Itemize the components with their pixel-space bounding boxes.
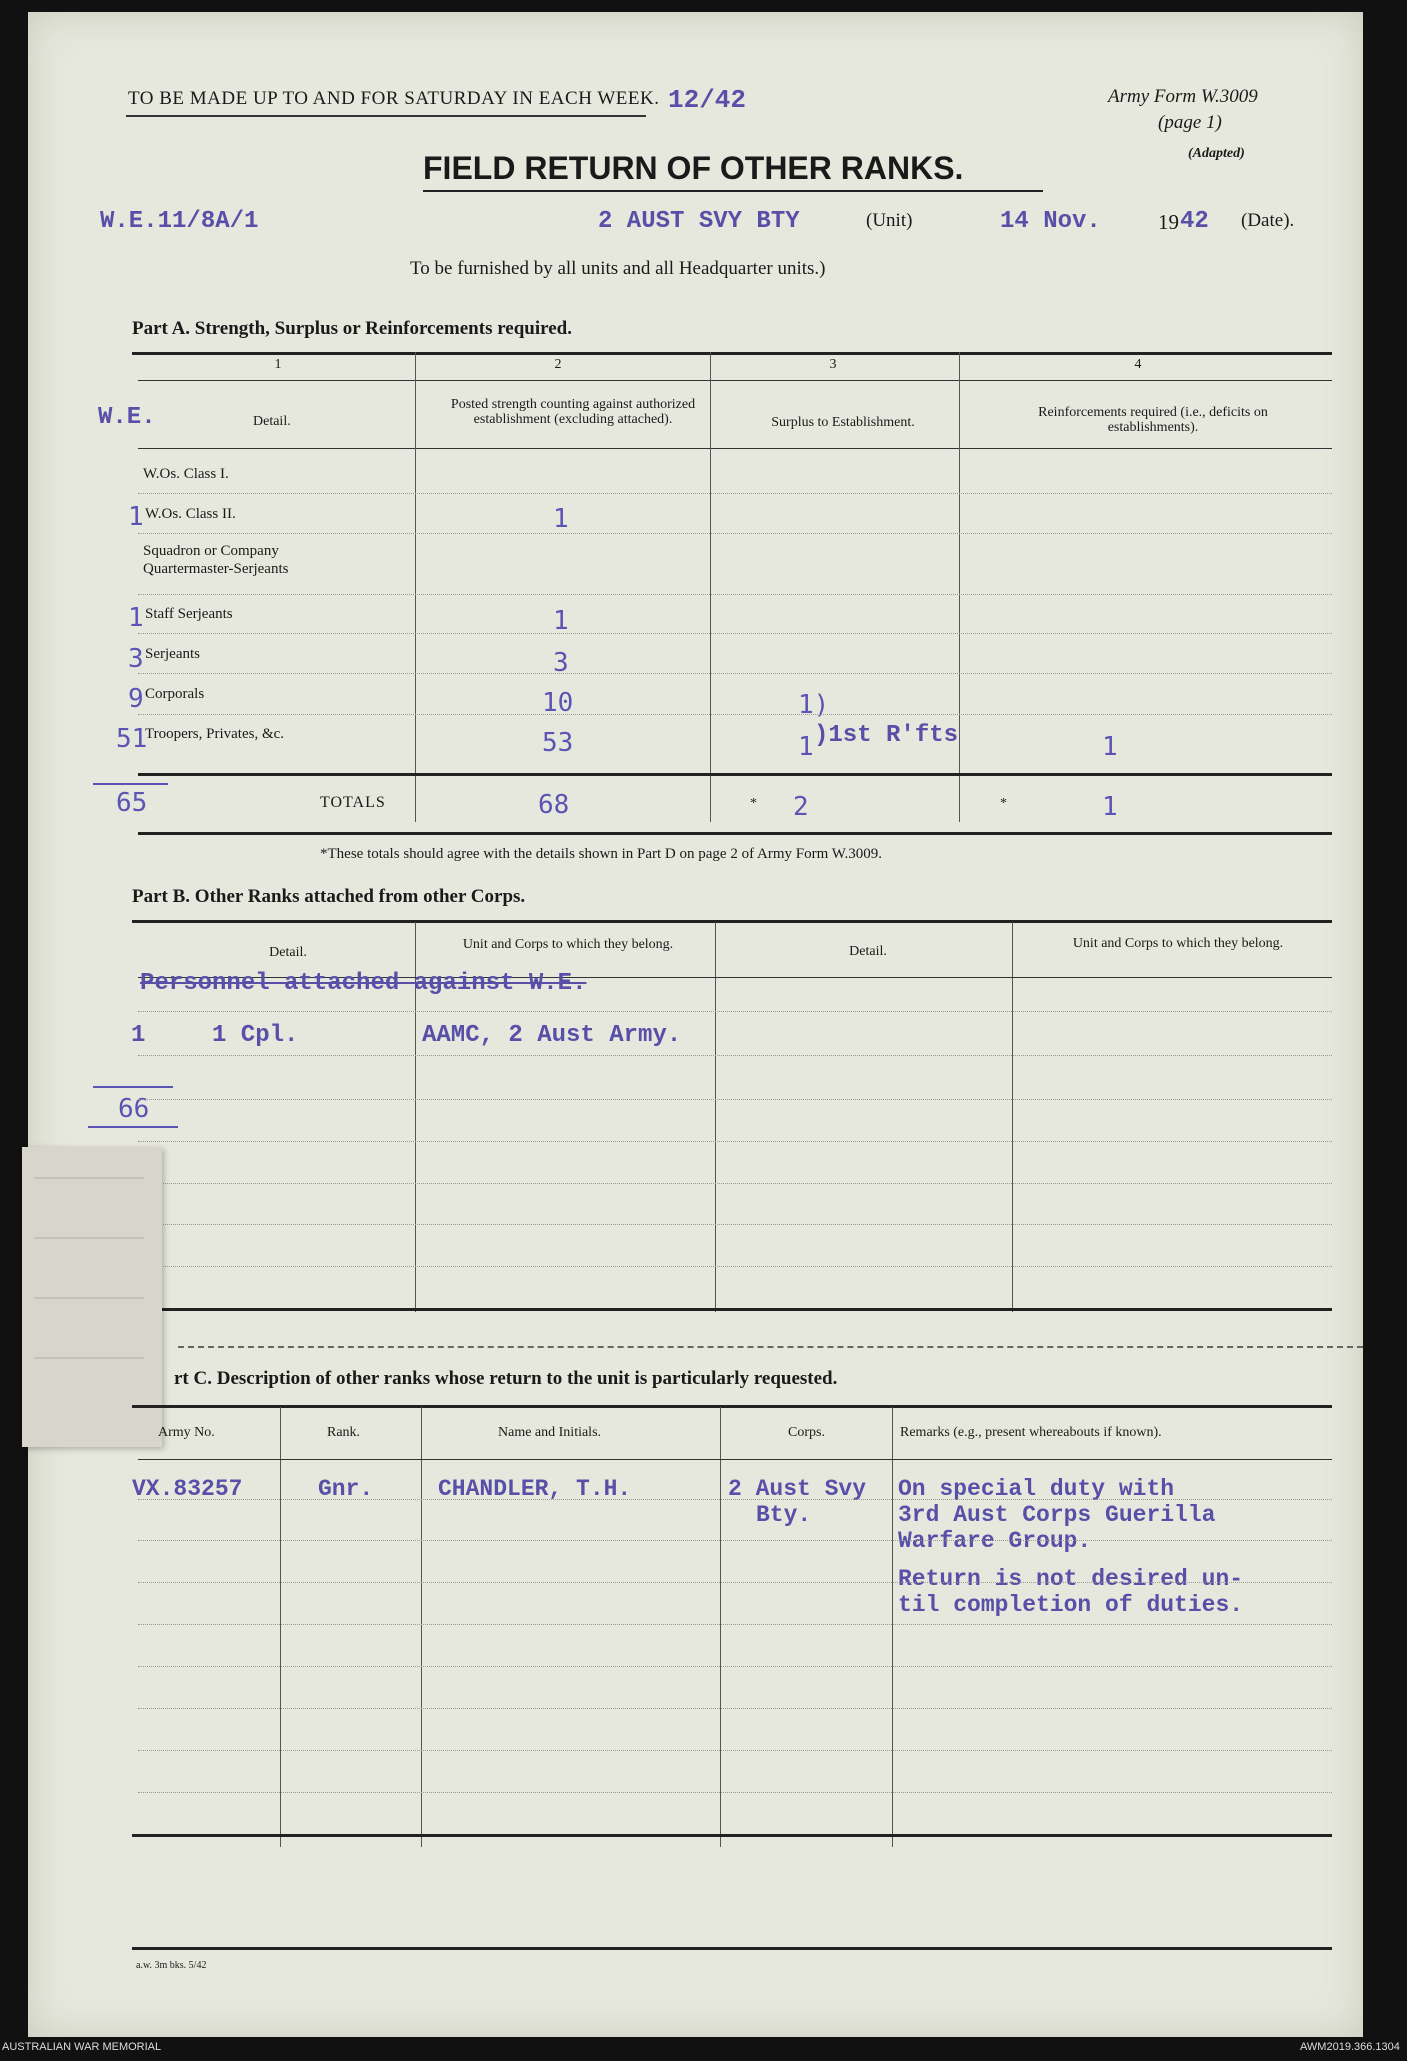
row-label: Corporals: [145, 686, 205, 702]
form-sheet: [28, 12, 1363, 2037]
part-c-vline-1: [280, 1407, 281, 1847]
part-b-vline-2: [715, 922, 716, 1312]
instruction-text: TO BE MADE UP TO AND FOR SATURDAY IN EACH WEEK.: [128, 88, 660, 109]
grand-total-overline: [93, 1086, 173, 1088]
entry-remarks-line-5: til completion of duties.: [898, 1592, 1244, 1618]
attached-paper-slip: [22, 1147, 162, 1447]
part-c-bottom-rule: [132, 1834, 1332, 1837]
we-total: 65: [116, 788, 148, 818]
form-bottom-rule: [132, 1947, 1332, 1950]
grand-total-underline: [88, 1126, 178, 1128]
col-number-rule: [138, 380, 1332, 381]
row-reinf-value: 1: [1102, 732, 1118, 762]
row-rule: [138, 493, 1332, 494]
part-c-top-rule: [132, 1405, 1332, 1408]
part-a-top-rule: [132, 352, 1332, 355]
part-b-row-rule: [138, 1099, 1332, 1100]
part-c-vline-3: [720, 1407, 721, 1847]
posted-header: Posted strength counting against authorized establishment (excluding attached).: [450, 397, 696, 427]
rank-header: Rank.: [327, 1425, 361, 1440]
row-surplus-value: 1): [798, 690, 830, 720]
part-a-vline-3: [959, 352, 960, 822]
part-b-detail-header: Detail.: [269, 945, 307, 960]
entry-remarks-line-1: On special duty with: [898, 1476, 1175, 1502]
part-c-row-rule: [138, 1708, 1332, 1709]
part-c-row-rule: [138, 1792, 1332, 1793]
entry-remarks-line-3: Warfare Group.: [898, 1528, 1092, 1554]
row-posted-value: 1: [553, 504, 569, 534]
archive-footer-left: AUSTRALIAN WAR MEMORIAL: [2, 2041, 162, 2053]
row-label: W.Os. Class II.: [145, 506, 236, 522]
we-reference: W.E.11/8A/1: [100, 208, 259, 235]
posted-total: 68: [538, 790, 570, 820]
row-posted-value: 53: [542, 728, 574, 758]
part-a-vline-2: [710, 352, 711, 822]
part-b-row-rule: [138, 1224, 1332, 1225]
part-b-row-rule: [138, 1141, 1332, 1142]
part-b-row-rule: [138, 1011, 1332, 1012]
part-b-top-rule: [132, 920, 1332, 923]
part-a-bottom-rule: [138, 832, 1332, 835]
return-number: 12/42: [668, 85, 747, 115]
surplus-total: 2: [793, 792, 809, 822]
entry-remarks-line-2: 3rd Aust Corps Guerilla: [898, 1502, 1216, 1528]
col-number-3: 3: [829, 357, 837, 372]
part-c-vline-2: [421, 1407, 422, 1847]
surplus-note: )1st R'fts: [814, 722, 959, 749]
part-b-unit-header-2: Unit and Corps to which they belong.: [1072, 936, 1284, 951]
row-posted-value: 10: [542, 688, 574, 718]
row-label: Troopers, Privates, &c.: [145, 726, 285, 742]
part-b-bottom-rule: [132, 1308, 1332, 1311]
row-we-value: 1: [128, 502, 144, 532]
attached-count: 1: [131, 1022, 146, 1049]
col-number-2: 2: [554, 357, 562, 372]
part-b-heading: Part B. Other Ranks attached from other Corps.: [132, 886, 526, 907]
date-value: 14 Nov.: [1000, 208, 1101, 235]
entry-remarks-line-4: Return is not desired un-: [898, 1566, 1244, 1592]
totals-footnote: *These totals should agree with the details shown in Part D on page 2 of Army Form W.3009.: [320, 846, 883, 862]
we-sum-underline: [93, 783, 168, 785]
year-value: 42: [1180, 208, 1209, 235]
part-c-row-rule: [138, 1750, 1332, 1751]
entry-corps-line-2: Bty.: [756, 1502, 812, 1528]
row-we-value: 1: [128, 603, 144, 633]
part-a-heading: Part A. Strength, Surplus or Reinforcements required.: [132, 318, 572, 339]
part-b-vline-3: [1012, 922, 1013, 1312]
part-b-detail-header-2: Detail.: [849, 944, 887, 959]
part-b-row-rule: [138, 1055, 1332, 1056]
row-rule: [138, 594, 1332, 595]
detail-header: Detail.: [253, 414, 291, 429]
part-c-row-rule: [138, 1499, 1332, 1500]
row-label: W.Os. Class I.: [143, 466, 229, 482]
printer-imprint: a.w. 3m bks. 5/42: [136, 1960, 207, 1971]
reinf-total-star: *: [1000, 796, 1007, 811]
row-label: Serjeants: [145, 646, 200, 662]
date-label: (Date).: [1241, 210, 1295, 231]
part-c-header-rule: [138, 1459, 1332, 1460]
entry-rank: Gnr.: [318, 1476, 374, 1502]
we-column-label: W.E.: [98, 404, 156, 431]
entry-corps-line-1: 2 Aust Svy: [728, 1476, 867, 1502]
page-number: (page 1): [1158, 112, 1222, 133]
totals-label: TOTALS: [320, 794, 386, 811]
part-c-heading: rt C. Description of other ranks whose return to the unit is particularly requested.: [174, 1368, 838, 1389]
surplus-total-star: *: [750, 796, 757, 811]
row-we-value: 51: [116, 724, 148, 754]
adapted-note: (Adapted): [1188, 146, 1245, 161]
form-title: FIELD RETURN OF OTHER RANKS.: [423, 150, 964, 186]
row-posted-value: 1: [553, 606, 569, 636]
struck-attached-line: Personnel attached against W.E.: [140, 970, 587, 997]
furnish-note: To be furnished by all units and all Headquarter units.): [410, 258, 826, 279]
part-c-row-rule: [138, 1582, 1332, 1583]
part-c-row-rule: [138, 1624, 1332, 1625]
col-number-4: 4: [1134, 357, 1142, 372]
unit-value: 2 AUST SVY BTY: [598, 208, 800, 235]
year-prefix: 19: [1158, 210, 1179, 234]
entry-name: CHANDLER, T.H.: [438, 1476, 632, 1502]
part-c-vline-4: [892, 1407, 893, 1847]
instruction-underline: [126, 115, 646, 117]
col-number-1: 1: [274, 357, 282, 372]
attached-detail: 1 Cpl.: [212, 1022, 299, 1049]
row-label: Staff Serjeants: [145, 606, 233, 622]
row-rule: [138, 714, 1332, 715]
row-rule: [138, 533, 1332, 534]
part-c-row-rule: [138, 1540, 1332, 1541]
archive-footer-right: AWM2019.366.1304: [1300, 2041, 1400, 2053]
part-a-vline-1: [415, 352, 416, 822]
row-we-value: 9: [128, 684, 144, 714]
title-underline: [423, 190, 1043, 192]
row-we-value: 3: [128, 644, 144, 674]
grand-total: 66: [118, 1094, 150, 1124]
reinf-total: 1: [1102, 792, 1118, 822]
attached-unit: AAMC, 2 Aust Army.: [422, 1022, 682, 1049]
part-b-row-rule: [138, 1183, 1332, 1184]
row-rule: [138, 633, 1332, 634]
header-bottom-rule: [138, 448, 1332, 449]
part-b-row-rule: [138, 1266, 1332, 1267]
entry-army-number: VX.83257: [132, 1476, 243, 1502]
part-b-unit-header: Unit and Corps to which they belong.: [462, 937, 674, 952]
remarks-header: Remarks (e.g., present whereabouts if known).: [900, 1425, 1162, 1440]
totals-top-rule: [138, 773, 1332, 776]
part-c-row-rule: [138, 1666, 1332, 1667]
name-header: Name and Initials.: [498, 1425, 602, 1440]
corps-header: Corps.: [788, 1425, 825, 1440]
row-surplus-value: 1: [798, 732, 814, 762]
surplus-header: Surplus to Establishment.: [771, 415, 915, 430]
fold-line: [178, 1346, 1363, 1348]
row-label: Squadron or Company Quartermaster-Serjeants: [143, 543, 289, 577]
unit-label: (Unit): [866, 210, 913, 231]
form-name: Army Form W.3009: [1108, 86, 1258, 107]
reinforcements-header: Reinforcements required (i.e., deficits on establishments).: [1038, 405, 1268, 435]
army-no-header: Army No.: [158, 1425, 215, 1440]
row-posted-value: 3: [553, 648, 569, 678]
row-rule: [138, 673, 1332, 674]
